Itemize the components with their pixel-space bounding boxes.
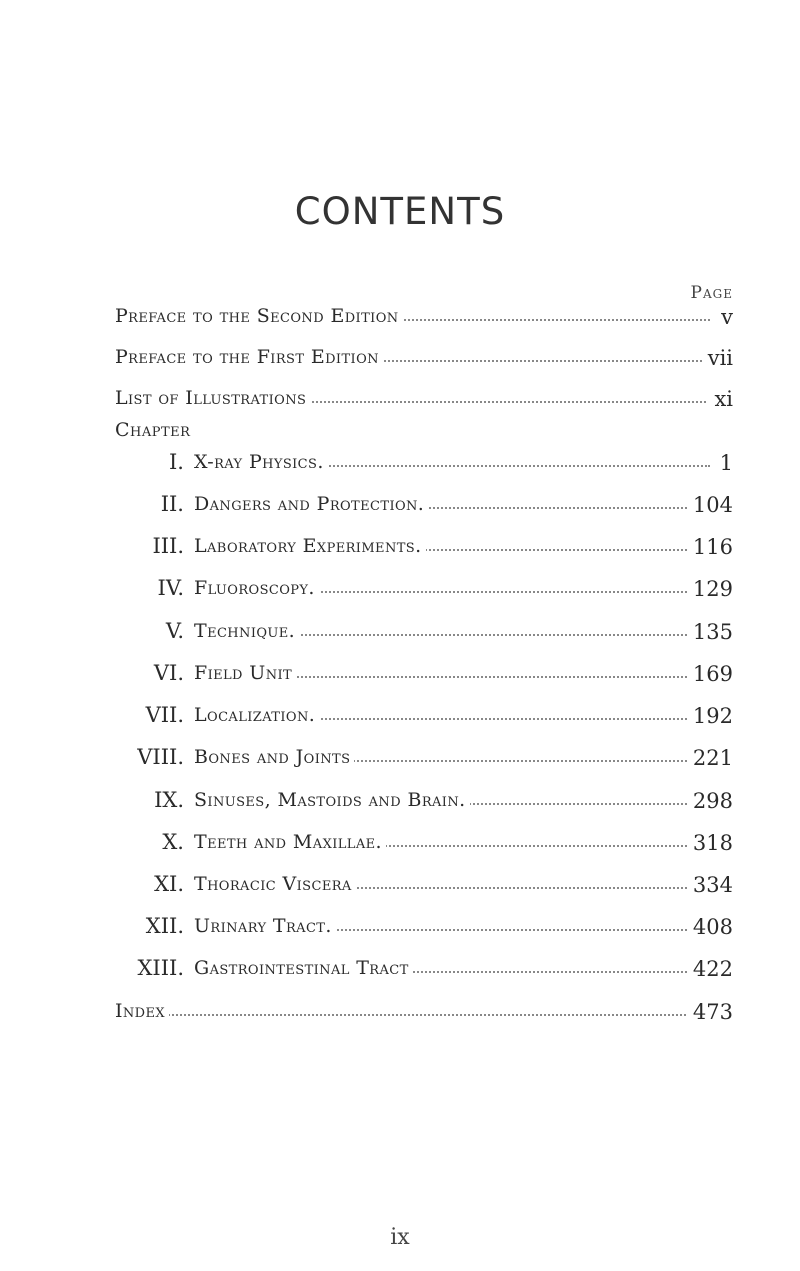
chapter-page: 135 (687, 620, 733, 644)
toc-entry-label: Preface to the Second Edition (115, 305, 403, 327)
chapter-number: V. (166, 619, 188, 643)
chapter-entry (0, 957, 800, 987)
chapter-page: 408 (687, 915, 733, 939)
page-folio: ix (390, 1225, 410, 1250)
chapter-entry (0, 662, 800, 692)
toc-entry-page: 473 (687, 1000, 733, 1024)
chapter-label: Fluoroscopy. (194, 577, 319, 599)
toc-entry-label: List of Illustrations (115, 387, 310, 409)
chapter-number: IV. (158, 576, 188, 600)
chapter-label: Teeth and Maxillae. (194, 831, 386, 853)
chapter-number: XII. (146, 914, 188, 938)
chapter-entry (0, 915, 800, 945)
page-title: CONTENTS (294, 190, 506, 233)
toc-entry (0, 305, 800, 335)
dot-leader (115, 1014, 710, 1016)
chapter-page: 129 (687, 577, 733, 601)
chapter-entry (0, 577, 800, 607)
chapter-label: Urinary Tract. (194, 915, 336, 937)
toc-entry (0, 387, 800, 417)
toc-entry-label: Preface to the First Edition (115, 346, 383, 368)
chapter-number: VII. (146, 703, 188, 727)
chapter-number: XI. (154, 872, 188, 896)
toc-entry-page: v (715, 305, 733, 329)
toc-entry-page: vii (702, 346, 733, 370)
chapter-page: 116 (687, 535, 733, 559)
chapter-page: 334 (687, 873, 733, 897)
chapter-entry (0, 789, 800, 819)
chapter-number: XIII. (137, 956, 188, 980)
chapter-page: 169 (687, 662, 733, 686)
chapter-entry (0, 493, 800, 523)
chapter-number: III. (152, 534, 188, 558)
toc-entry-page: xi (708, 387, 733, 411)
chapter-page: 104 (687, 493, 733, 517)
chapter-page: 221 (687, 746, 733, 770)
chapter-label: Gastrointestinal Tract (194, 957, 413, 979)
chapter-page: 422 (687, 957, 733, 981)
chapter-entry (0, 831, 800, 861)
chapter-label: Bones and Joints (194, 746, 354, 768)
chapter-label: Dangers and Protection. (194, 493, 428, 515)
chapter-page: 192 (687, 704, 733, 728)
chapter-entry (0, 704, 800, 734)
chapter-label: Localization. (194, 704, 319, 726)
chapter-entry (0, 620, 800, 650)
chapter-label: Technique. (194, 620, 299, 642)
chapter-entry (0, 535, 800, 565)
chapter-page: 318 (687, 831, 733, 855)
chapter-number: I. (169, 450, 188, 474)
toc-entry-label: Index (115, 1000, 169, 1022)
chapter-page: 1 (714, 451, 733, 475)
chapter-number: II. (161, 492, 188, 516)
chapter-number: VIII. (137, 745, 188, 769)
chapter-label: Sinuses, Mastoids and Brain. (194, 789, 470, 811)
toc-entry-index (0, 1000, 800, 1030)
page-column-heading: Page (690, 283, 733, 303)
chapter-entry (0, 873, 800, 903)
chapter-column-heading: Chapter (115, 419, 191, 441)
chapter-entry (0, 451, 800, 481)
chapter-number: IX. (154, 788, 188, 812)
chapter-number: X. (162, 830, 188, 854)
chapter-label: X-ray Physics. (194, 451, 328, 473)
chapter-page: 298 (687, 789, 733, 813)
chapter-label: Field Unit (194, 662, 296, 684)
chapter-number: VI. (154, 661, 188, 685)
chapter-entry (0, 746, 800, 776)
toc-entry (0, 346, 800, 376)
chapter-label: Thoracic Viscera (194, 873, 356, 895)
chapter-label: Laboratory Experiments. (194, 535, 426, 557)
